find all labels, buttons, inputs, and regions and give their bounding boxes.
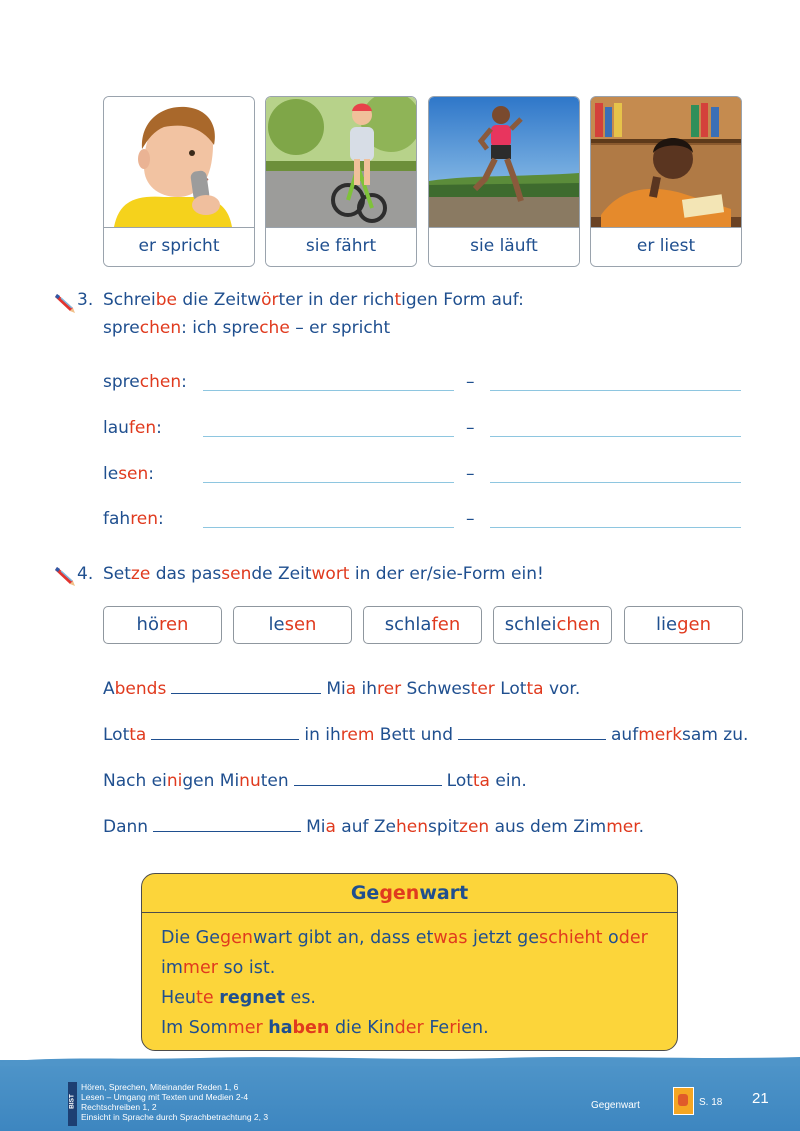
syllable-highlight: schieht — [539, 928, 603, 948]
footer-page-reference: S. 18 — [699, 1097, 723, 1108]
syllable-highlight: hen — [395, 817, 428, 837]
text-segment: : — [148, 464, 155, 484]
picture-card-speaking — [103, 96, 255, 267]
text-segment: vor. — [543, 679, 581, 699]
text-segment: wart gibt an, dass et — [252, 928, 434, 948]
word-option — [493, 606, 612, 644]
verb-label — [103, 418, 162, 438]
girl-cycling-image — [266, 97, 416, 227]
cloze-sentence — [103, 771, 527, 791]
text-segment: Lot — [446, 771, 473, 791]
syllable-highlight: sen — [118, 464, 149, 484]
text-segment: : — [181, 372, 187, 392]
answer-line[interactable] — [203, 527, 454, 528]
text-segment: lau — [103, 418, 129, 438]
pencil-icon — [53, 563, 77, 587]
text-segment: ten — [260, 771, 289, 791]
text-segment: aus dem Zim — [489, 817, 607, 837]
info-box-body — [142, 913, 677, 1043]
footer-standard: Einsicht in Sprache durch Sprachbetrachtung 2, 3 — [81, 1112, 269, 1122]
text-segment: ter in der rich — [278, 290, 395, 310]
book-icon — [673, 1087, 694, 1115]
answer-line[interactable] — [203, 482, 454, 483]
picture-card-reading — [590, 96, 742, 267]
task-number: 3. — [77, 290, 94, 310]
answer-line[interactable] — [490, 527, 741, 528]
syllable-highlight: ben — [292, 1018, 330, 1038]
card-caption: er spricht — [104, 227, 254, 267]
syllable-highlight: ren — [130, 509, 159, 529]
text-segment: die Kin — [329, 1018, 395, 1038]
dash: – — [466, 509, 475, 529]
text-segment: spre — [103, 318, 140, 338]
syllable-highlight: fen — [128, 418, 157, 438]
page-number: 21 — [752, 1090, 769, 1107]
text-segment: Mi — [326, 679, 346, 699]
text-segment: en. — [461, 1018, 489, 1038]
text-segment: sam zu. — [682, 725, 749, 745]
word-option — [103, 606, 222, 644]
info-box-title — [142, 874, 677, 913]
footer-topic: Gegenwart — [591, 1100, 640, 1111]
text-segment: : ich spre — [181, 318, 260, 338]
answer-line[interactable] — [203, 390, 454, 391]
text-segment: A — [103, 679, 115, 699]
text-segment: igen Form auf: — [401, 290, 524, 310]
syllable-highlight: ta — [129, 725, 147, 745]
text-segment: Dann — [103, 817, 149, 837]
text-segment: in der er/sie-Form ein! — [349, 564, 544, 584]
answer-blank[interactable] — [153, 830, 301, 832]
syllable-highlight: mer — [227, 1018, 263, 1038]
boy-speaking-image — [104, 97, 254, 227]
syllable-highlight: ta — [526, 679, 544, 699]
dash: – — [466, 418, 475, 438]
text-segment: regnet — [219, 988, 285, 1008]
woman-running-image — [429, 97, 579, 227]
word-option — [624, 606, 743, 644]
footer-standard: Hören, Sprechen, Miteinander Reden 1, 6 — [81, 1082, 239, 1092]
text-segment: wart — [419, 882, 469, 904]
syllable-highlight: gen — [220, 928, 253, 948]
text-segment: spit — [427, 817, 460, 837]
syllable-highlight: che — [259, 318, 290, 338]
text-segment: auf Ze — [335, 817, 396, 837]
text-segment: – er spricht — [289, 318, 391, 338]
verb-label — [103, 464, 154, 484]
text-segment: im — [161, 958, 183, 978]
text-segment: le — [103, 464, 119, 484]
cloze-sentence — [103, 725, 748, 745]
card-caption: sie fährt — [266, 227, 416, 267]
syllable-highlight: t — [394, 290, 402, 310]
text-segment: o — [602, 928, 619, 948]
text-segment: auf — [611, 725, 639, 745]
answer-blank[interactable] — [458, 738, 606, 740]
text-segment: Im Som — [161, 1018, 228, 1038]
cloze-sentence — [103, 679, 580, 699]
info-line — [161, 953, 677, 983]
syllable-highlight: ren — [158, 614, 189, 635]
word-option — [363, 606, 482, 644]
syllable-highlight: gen — [379, 882, 420, 904]
footer-standard: Lesen – Umgang mit Texten und Medien 2-4 — [81, 1092, 249, 1102]
task-instruction — [103, 290, 524, 310]
text-segment: es. — [284, 988, 316, 1008]
syllable-highlight: a — [325, 817, 336, 837]
text-segment: Schwes — [401, 679, 471, 699]
text-segment: Lot — [494, 679, 527, 699]
task-instruction — [103, 564, 544, 584]
text-segment: Heu — [161, 988, 197, 1008]
text-segment: schla — [384, 614, 432, 635]
text-segment: Fe — [423, 1018, 450, 1038]
text-segment: ih — [356, 679, 378, 699]
syllable-highlight: ter — [470, 679, 495, 699]
text-segment: schlei — [504, 614, 557, 635]
syllable-highlight: zen — [459, 817, 490, 837]
footer-wave — [0, 1052, 800, 1066]
text-segment: fah — [103, 509, 131, 529]
text-segment: Die Ge — [161, 928, 220, 948]
syllable-highlight: rer — [377, 679, 402, 699]
syllable-highlight: merk — [638, 725, 683, 745]
text-segment: ein. — [489, 771, 527, 791]
verb-label — [103, 372, 187, 392]
info-line — [161, 983, 677, 1013]
text-segment: Lot — [103, 725, 130, 745]
card-caption: sie läuft — [429, 227, 579, 267]
syllable-highlight: chen — [556, 614, 601, 635]
text-segment: ha — [268, 1018, 293, 1038]
dash: – — [466, 372, 475, 392]
syllable-highlight: mer — [606, 817, 639, 837]
syllable-highlight: was — [433, 928, 468, 948]
text-segment: hö — [136, 614, 159, 635]
syllable-highlight: bends — [114, 679, 167, 699]
page-footer — [0, 1060, 800, 1131]
syllable-highlight: nu — [239, 771, 261, 791]
boy-reading-image — [591, 97, 741, 227]
text-segment: Nach ei — [103, 771, 167, 791]
text-segment: . — [638, 817, 645, 837]
text-segment: in ih — [304, 725, 341, 745]
syllable-highlight: ta — [472, 771, 490, 791]
picture-card-cycling — [265, 96, 417, 267]
answer-line[interactable] — [203, 436, 454, 437]
answer-blank[interactable] — [294, 784, 442, 786]
footer-standard: Rechtschreiben 1, 2 — [81, 1102, 157, 1112]
text-segment: spre — [103, 372, 140, 392]
syllable-highlight: gen — [677, 614, 711, 635]
dash: – — [466, 464, 475, 484]
cloze-sentence — [103, 817, 644, 837]
syllable-highlight: sen — [284, 614, 317, 635]
syllable-highlight: wort — [311, 564, 350, 584]
text-segment: : — [158, 509, 164, 529]
syllable-highlight: der — [618, 928, 648, 948]
text-segment: Schrei — [103, 290, 156, 310]
syllable-highlight: a — [345, 679, 357, 699]
answer-line[interactable] — [490, 482, 741, 483]
text-segment: : — [156, 418, 162, 438]
text-segment: das pas — [150, 564, 222, 584]
syllable-highlight: fen — [431, 614, 461, 635]
text-segment: Bett und — [374, 725, 453, 745]
info-line — [161, 1013, 677, 1043]
bist-badge: BIST — [68, 1082, 77, 1126]
text-segment: de Zeit — [251, 564, 312, 584]
text-segment: Set — [103, 564, 131, 584]
word-option — [233, 606, 352, 644]
syllable-highlight: te — [196, 988, 214, 1008]
syllable-highlight: ni — [166, 771, 183, 791]
syllable-highlight: chen — [139, 372, 182, 392]
syllable-highlight: der — [394, 1018, 424, 1038]
text-segment: Mi — [306, 817, 326, 837]
syllable-highlight: ör — [261, 290, 279, 310]
answer-blank[interactable] — [171, 692, 321, 694]
text-segment: gen Mi — [182, 771, 240, 791]
syllable-highlight: ze — [130, 564, 151, 584]
text-segment: lie — [656, 614, 678, 635]
picture-card-running — [428, 96, 580, 267]
syllable-highlight: mer — [182, 958, 218, 978]
card-caption: er liest — [591, 227, 741, 267]
task-example — [103, 318, 390, 338]
pencil-icon — [53, 290, 77, 314]
answer-line[interactable] — [490, 436, 741, 437]
syllable-highlight: be — [155, 290, 177, 310]
answer-line[interactable] — [490, 390, 741, 391]
grammar-info-box — [141, 873, 678, 1051]
syllable-highlight: rem — [340, 725, 375, 745]
syllable-highlight: chen — [139, 318, 182, 338]
text-segment: so ist. — [217, 958, 276, 978]
text-segment: Ge — [350, 882, 380, 904]
text-segment: die Zeitw — [176, 290, 262, 310]
syllable-highlight: sen — [221, 564, 252, 584]
text-segment: le — [268, 614, 285, 635]
text-segment: jetzt ge — [467, 928, 540, 948]
verb-label — [103, 509, 164, 529]
task-number: 4. — [77, 564, 94, 584]
answer-blank[interactable] — [151, 738, 299, 740]
syllable-highlight: ri — [449, 1018, 462, 1038]
info-line — [161, 923, 677, 953]
